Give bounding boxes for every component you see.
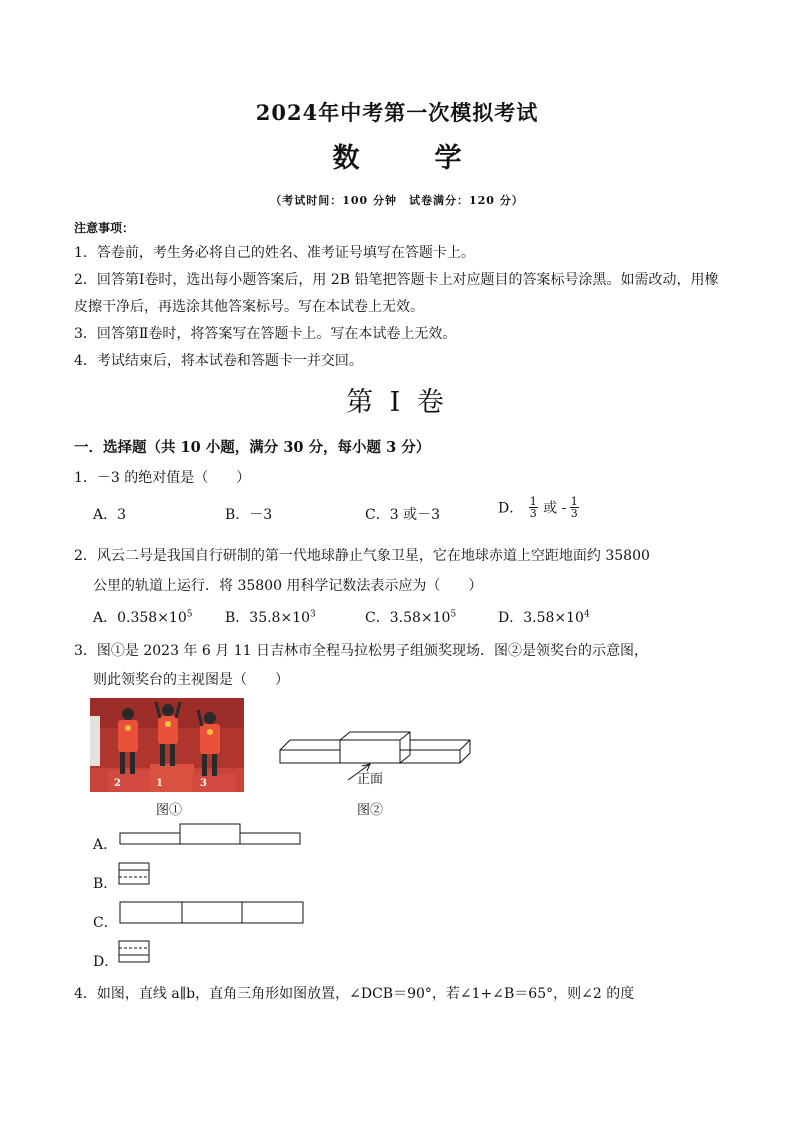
q2-option-a	[93, 607, 192, 627]
fraction	[570, 496, 579, 519]
q2-option-d	[498, 607, 590, 627]
q3-option-d: D．	[93, 954, 119, 970]
q2-b-base: B．35.8×10	[225, 610, 311, 626]
q3-option-a: A．	[93, 837, 118, 853]
q1-option-c: C．3 或－3	[365, 507, 440, 523]
q1-stem: 1．－3 的绝对值是（ ）	[74, 470, 251, 486]
volume-title: 第 I 卷	[346, 387, 448, 418]
q2-c-base: C．3.58×10	[365, 610, 451, 626]
exam-info: （考试时间：100 分钟 试卷满分：120 分）	[270, 194, 524, 207]
q4-stem: 4．如图，直线 a∥b，直角三角形如图放置，∠DCB＝90°，若∠1+∠B＝65°，则∠2 的度	[74, 986, 635, 1002]
note-item: 3．回答第Ⅱ卷时，将答案写在答题卡上。写在本试卷上无效。	[74, 326, 457, 342]
notes-heading: 注意事项：	[74, 221, 135, 235]
q2-b-exp: 3	[310, 609, 316, 620]
q1-d-prefix: D．	[498, 500, 524, 517]
q2-a-base: A．0.358×10	[93, 610, 187, 626]
fraction-denominator: 3	[529, 507, 537, 520]
q2-c-exp: 5	[450, 609, 457, 620]
q2-option-b	[225, 607, 316, 627]
podium-number: 1	[156, 778, 163, 789]
podium-number: 2	[114, 778, 121, 789]
note-item: 4．考试结束后，将本试卷和答题卡一并交回。	[74, 353, 363, 369]
fraction-numerator: 1	[529, 495, 537, 508]
fraction-denominator: 3	[570, 507, 578, 520]
q3-option-c-drawing	[119, 901, 309, 925]
exam-title: 2024年中考第一次模拟考试	[255, 100, 539, 125]
note-item: 1．答卷前，考生务必将自己的姓名、准考证号填写在答题卡上。	[74, 245, 475, 261]
q3-option-d-drawing	[118, 940, 152, 964]
figure2-caption: 图②	[357, 803, 384, 818]
q1-option-b: B．－3	[225, 507, 273, 523]
subject-title: 数 学	[332, 143, 486, 174]
q3-option-b: B．	[93, 876, 118, 892]
q2-a-exp: 5	[186, 609, 193, 620]
award-ceremony-photo	[90, 698, 244, 792]
q2-d-base: D．3.58×10	[498, 610, 584, 626]
note-item: 2．回答第Ⅰ卷时，选出每小题答案后，用 2B 铅笔把答题卡上对应题目的答案标号涂黑。如需改动，用橡	[74, 272, 719, 288]
q2-stem-line1: 2．风云二号是我国自行研制的第一代地球静止气象卫星，它在地球赤道上空距地面约 35800	[74, 548, 650, 564]
podium-number: 3	[200, 778, 207, 789]
q3-option-c: C．	[93, 915, 118, 931]
front-view-label: 正面	[357, 772, 384, 787]
fraction-numerator: 1	[570, 495, 578, 508]
q3-stem-line1: 3．图①是 2023 年 6 月 11 日吉林市全程马拉松男子组颁奖现场．图②是领奖台的示意图，	[74, 643, 648, 659]
q3-option-a-drawing	[119, 823, 309, 847]
q3-stem-line2: 则此领奖台的主视图是（ ）	[93, 672, 289, 688]
q2-stem-line2: 公里的轨道上运行．将 35800 用科学记数法表示应为（ ）	[93, 578, 483, 594]
q3-option-b-drawing	[118, 862, 152, 886]
q2-d-exp: 4	[583, 609, 590, 620]
section-title: 一．选择题（共 10 小题，满分 30 分，每小题 3 分）	[74, 439, 431, 456]
q1-option-a: A．3	[93, 507, 127, 523]
q2-option-c	[365, 607, 456, 627]
note-item: 皮擦干净后，再选涂其他答案标号。写在本试卷上无效。	[74, 299, 424, 315]
figure1-caption: 图①	[156, 803, 183, 818]
q1-option-d	[498, 496, 580, 519]
fraction	[529, 496, 538, 519]
q1-d-sign: -	[561, 499, 567, 516]
q1-d-or: 或	[543, 500, 558, 517]
